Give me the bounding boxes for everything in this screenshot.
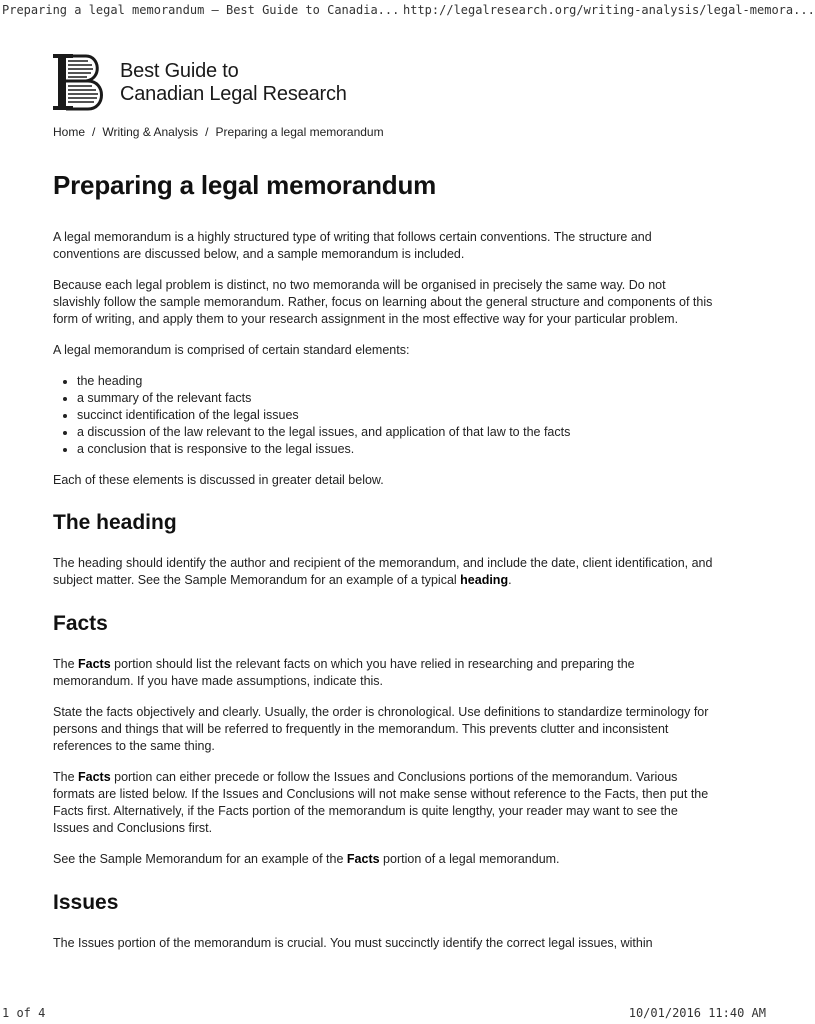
text-run: See the Sample Memorandum for an example of the [53, 852, 347, 866]
print-footer [0, 1004, 768, 1024]
site-logo[interactable] [52, 52, 372, 112]
elements-list [53, 373, 713, 458]
page-title: Preparing a legal memorandum [53, 170, 437, 200]
logo-text [120, 60, 347, 106]
text-run: The [53, 657, 79, 671]
print-header [0, 0, 815, 18]
list-item: • succinct identification of the legal issues [77, 407, 713, 424]
breadcrumb-separator: / [205, 125, 209, 139]
intro-paragraph-1: A legal memorandum is a highly structured type of writing that follows certain conventions. The structure and conventions are discussed below, and a sample memorandum is included. [53, 230, 652, 261]
intro-paragraph-2: Because each legal problem is distinct, no two memoranda will be organised in precisely the same way. Do not slavishly follow the sample memorandum. Rather, focus on learning about the general structure and components of this form of writing, and apply them to your research assignment in the most effective way for your particular problem. [53, 278, 713, 326]
list-item: • the heading [77, 373, 713, 390]
facts-paragraph-2: State the facts objectively and clearly. Usually, the order is chronological. Use definitions to standardize terminology for persons and things that will be referred to frequently in the memorandum. This prevents clutter and inconsistent references to the same thing. [53, 705, 709, 753]
facts-paragraph-1 [53, 656, 713, 690]
list-item: • a discussion of the law relevant to the legal issues, and application of that law to the facts [77, 424, 713, 441]
print-datetime: 10/01/2016 11:40 AM [628, 1006, 766, 1020]
text-run: portion should list the relevant facts on which you have relied in researching and preparing the memorandum. If you have made assumptions, indicate this. [53, 657, 635, 688]
breadcrumb-home-link[interactable]: Home [53, 125, 86, 139]
logo-line-1: Best Guide to [120, 60, 239, 82]
text-run: portion can either precede or follow the Issues and Conclusions portions of the memorandum. Various formats are listed below. If the Issues and Conclusions will not make sense without reference to the Facts, then put the Facts first. Alternatively, if the Facts portion of the memorandum is quite lengthy, your reader may want to see the Issues and Conclusions first. [53, 770, 709, 835]
breadcrumb-separator: / [92, 125, 96, 139]
bold-term: Facts [346, 852, 380, 866]
list-item: • a summary of the relevant facts [77, 390, 713, 407]
bold-term: Facts [78, 770, 111, 784]
text-run: The [53, 770, 79, 784]
text-run: portion of a legal memorandum. [379, 852, 560, 866]
intro-paragraph-3: A legal memorandum is comprised of certain standard elements: [53, 343, 410, 357]
print-page-url: http://legalresearch.org/writing-analysis/legal-memora... [403, 3, 815, 17]
breadcrumb [53, 125, 384, 139]
text-run: The heading should identify the author and recipient of the memorandum, and include the date, client identification, and subject matter. See the Sample Memorandum for an example of a typical [53, 556, 713, 587]
print-page-title: Preparing a legal memorandum – Best Guide to Canadia... [2, 3, 400, 17]
logo-line-2: Canadian Legal Research [120, 83, 347, 105]
heading-paragraph-1 [53, 555, 713, 589]
article-content [53, 168, 713, 952]
intro-paragraph-4: Each of these elements is discussed in greater detail below. [53, 473, 384, 487]
text-run: . [508, 573, 512, 587]
section-heading-facts: Facts [53, 612, 108, 635]
list-item: • a conclusion that is responsive to the legal issues. [77, 441, 713, 458]
facts-paragraph-3 [53, 769, 713, 837]
section-heading-issues: Issues [53, 891, 119, 914]
issues-paragraph-1: The Issues portion of the memorandum is crucial. You must succinctly identify the correct legal issues, within [53, 936, 653, 950]
bold-term: heading [460, 573, 509, 587]
breadcrumb-section-link[interactable]: Writing & Analysis [102, 125, 199, 139]
bold-term: Facts [78, 657, 111, 671]
section-heading-heading: The heading [53, 511, 177, 534]
logo-b-icon [52, 52, 110, 112]
facts-paragraph-4 [53, 851, 713, 868]
breadcrumb-current: Preparing a legal memorandum [215, 125, 384, 139]
print-page-number: 1 of 4 [2, 1006, 46, 1020]
